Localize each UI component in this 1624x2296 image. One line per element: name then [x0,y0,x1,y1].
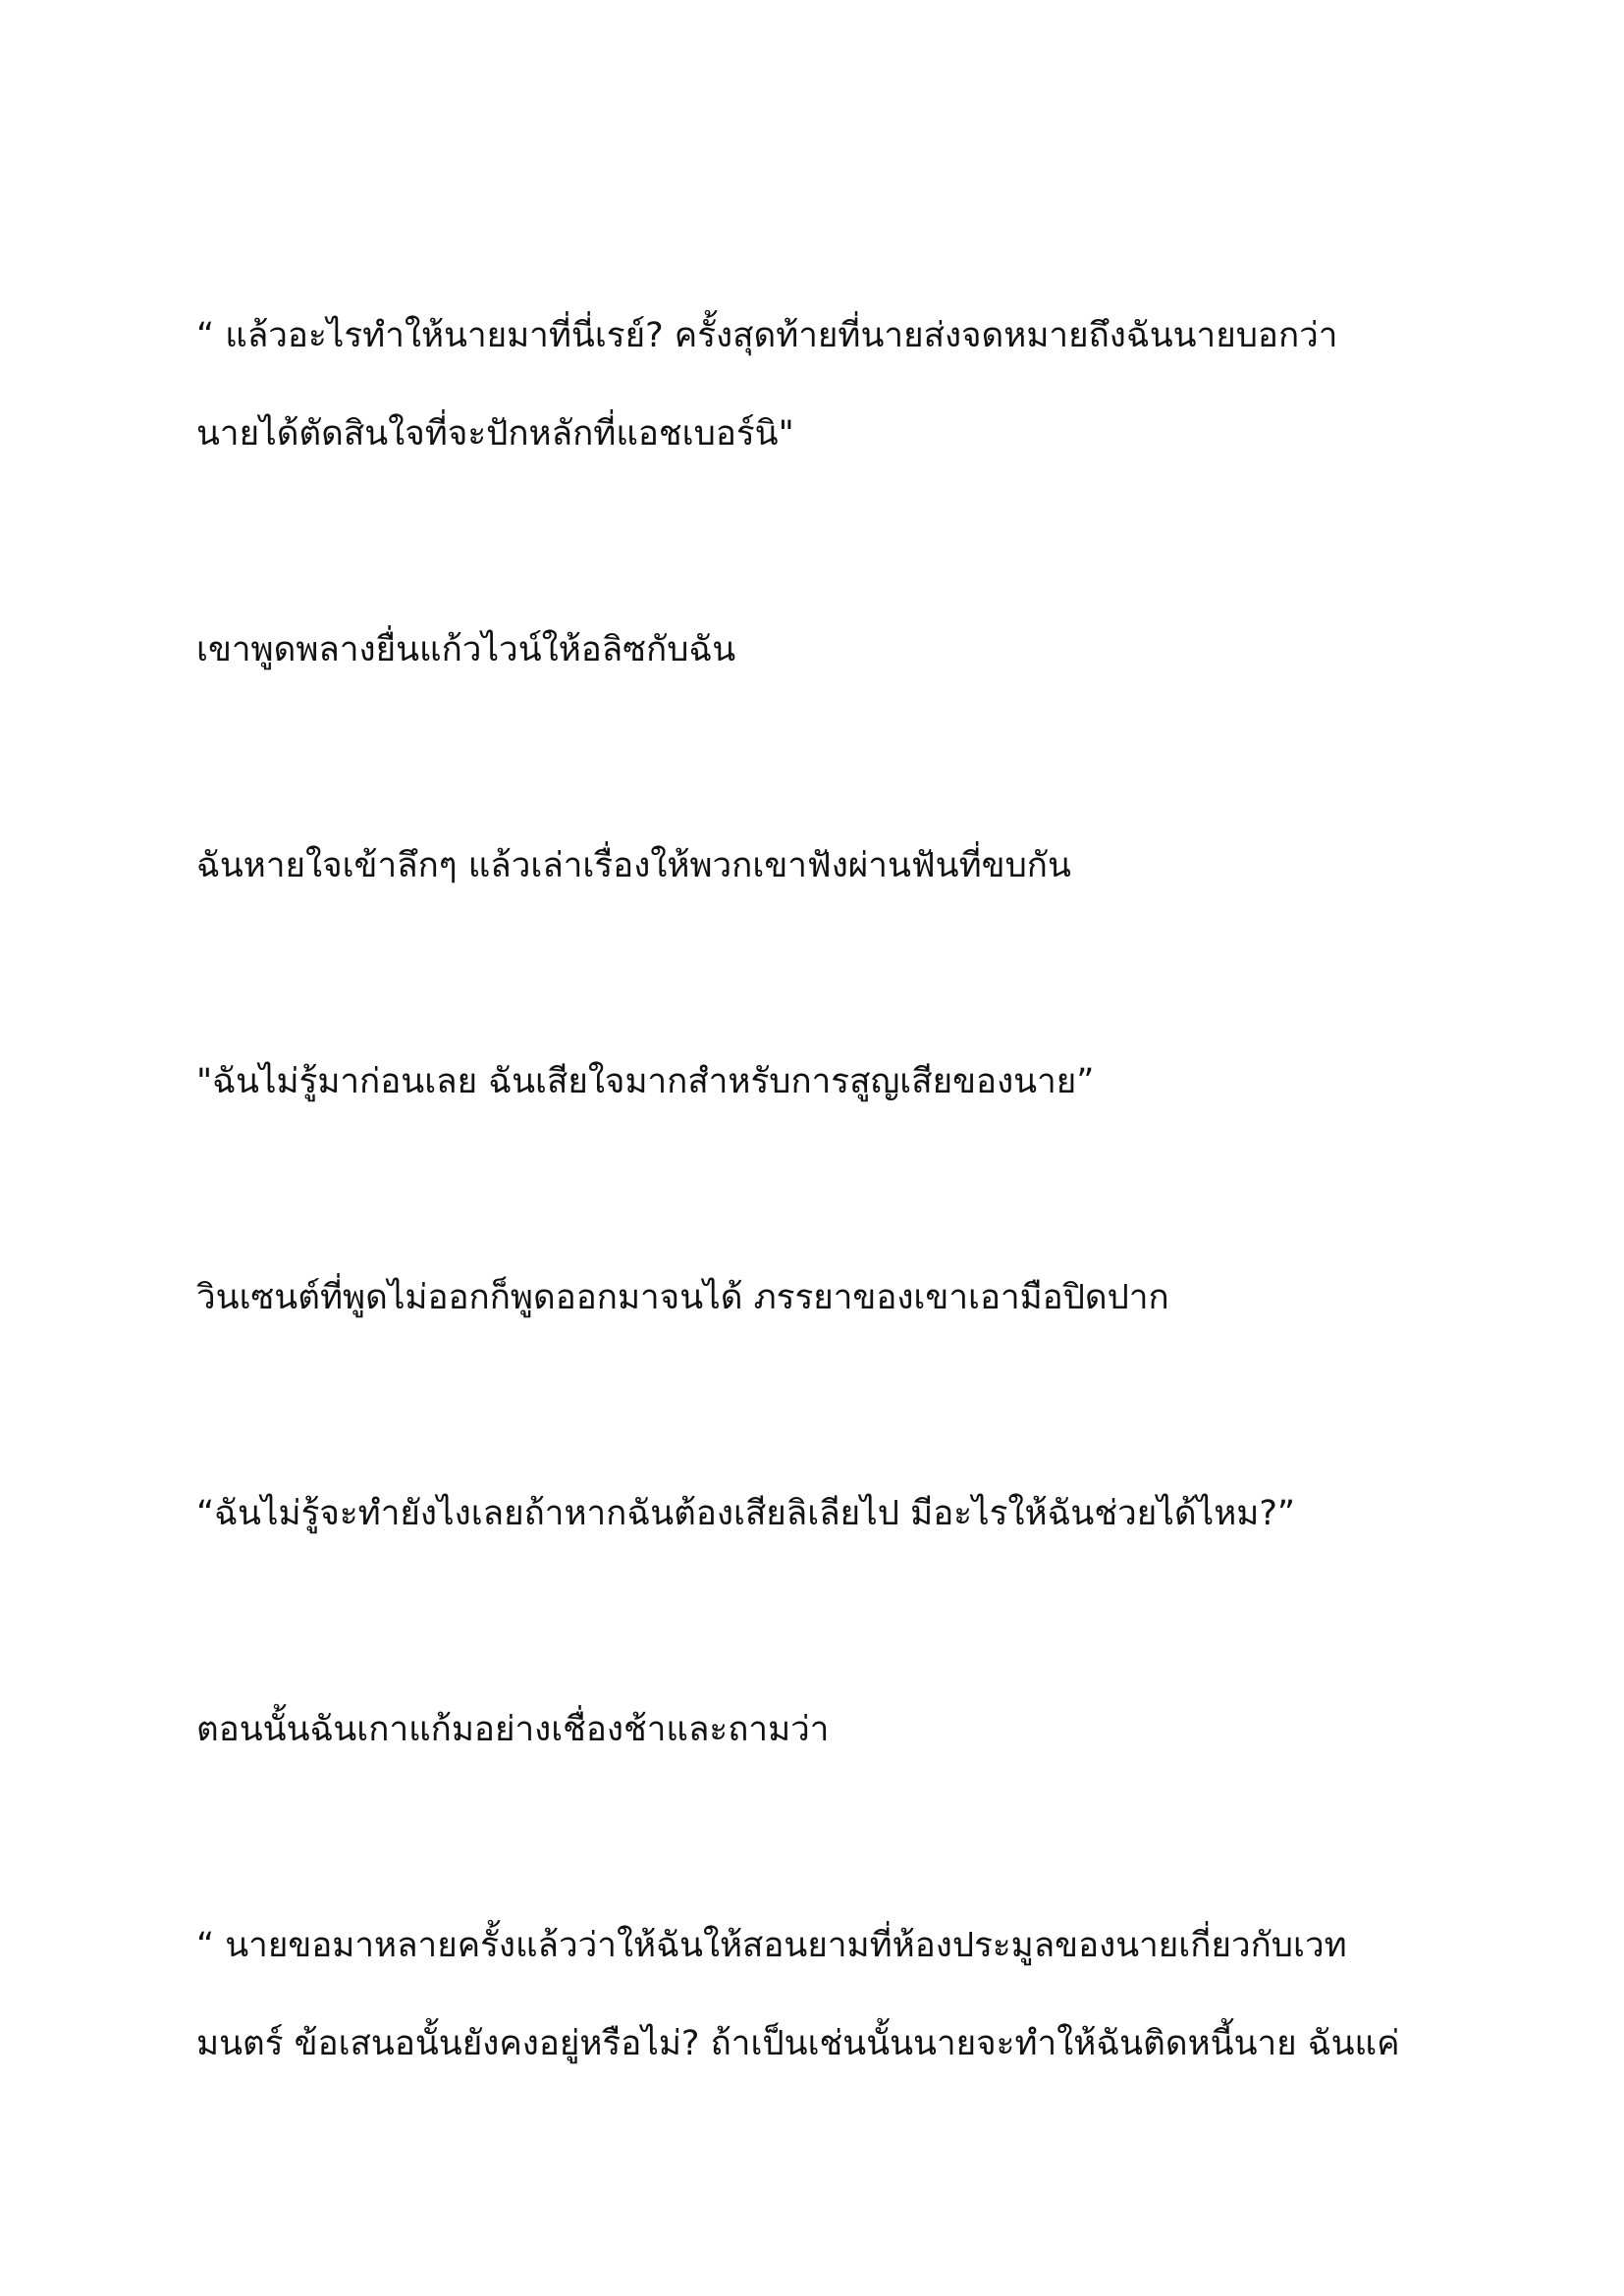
paragraph-1-line-2: นายได้ตัดสินใจที่จะปักหลักที่แอชเบอร์นิ" [196,414,794,454]
paragraph-7-line-1: ตอนนั้นฉันเกาแก้มอย่างเชื่องช้าและถามว่า [196,1710,830,1749]
paragraph-4-line-1: "ฉันไม่รู้มาก่อนเลย ฉันเสียใจมากสำหรับการสูญเสียของนาย” [196,1062,1095,1101]
paragraph-6 [196,1465,1453,1563]
paragraph-8 [196,1896,1453,2093]
paragraph-2-line-1: เขาพูดพลางยื่นแก้วไวน์ให้อลิซกับฉัน [196,630,736,669]
paragraph-8-line-1: “ นายขอมาหลายครั้งแล้วว่าให้ฉันให้สอนยามที่ห้องประมูลของนายเกี่ยวกับเวท [196,1926,1347,1965]
paragraph-1-line-1: “ แล้วอะไรทำให้นายมาที่นี่เรย์? ครั้งสุดท้ายที่นายส่งจดหมายถึงฉันนายบอกว่า [196,316,1338,355]
paragraph-8-line-2: มนตร์ ข้อเสนอนั้นยังคงอยู่หรือไม่? ถ้าเป็นเช่นนั้นนายจะทำให้ฉันติดหนี้นาย ฉันแค่ [196,2024,1400,2063]
paragraph-2 [196,601,1453,699]
paragraph-4 [196,1033,1453,1131]
paragraph-1 [196,287,1453,483]
paragraph-5-line-1: วินเซนต์ที่พูดไม่ออกก็พูดออกมาจนได้ ภรรยาของเขาเอามือปิดปาก [196,1278,1169,1317]
paragraph-6-line-1: “ฉันไม่รู้จะทำยังไงเลยถ้าหากฉันต้องเสียลิเลียไป มีอะไรให้ฉันช่วยได้ไหม?” [196,1494,1296,1533]
paragraph-3-line-1: ฉันหายใจเข้าลึกๆ แล้วเล่าเรื่องให้พวกเขาฟังผ่านฟันที่ขบกัน [196,846,1071,885]
paragraph-7 [196,1681,1453,1779]
paragraph-3 [196,817,1453,915]
paragraph-5 [196,1249,1453,1347]
